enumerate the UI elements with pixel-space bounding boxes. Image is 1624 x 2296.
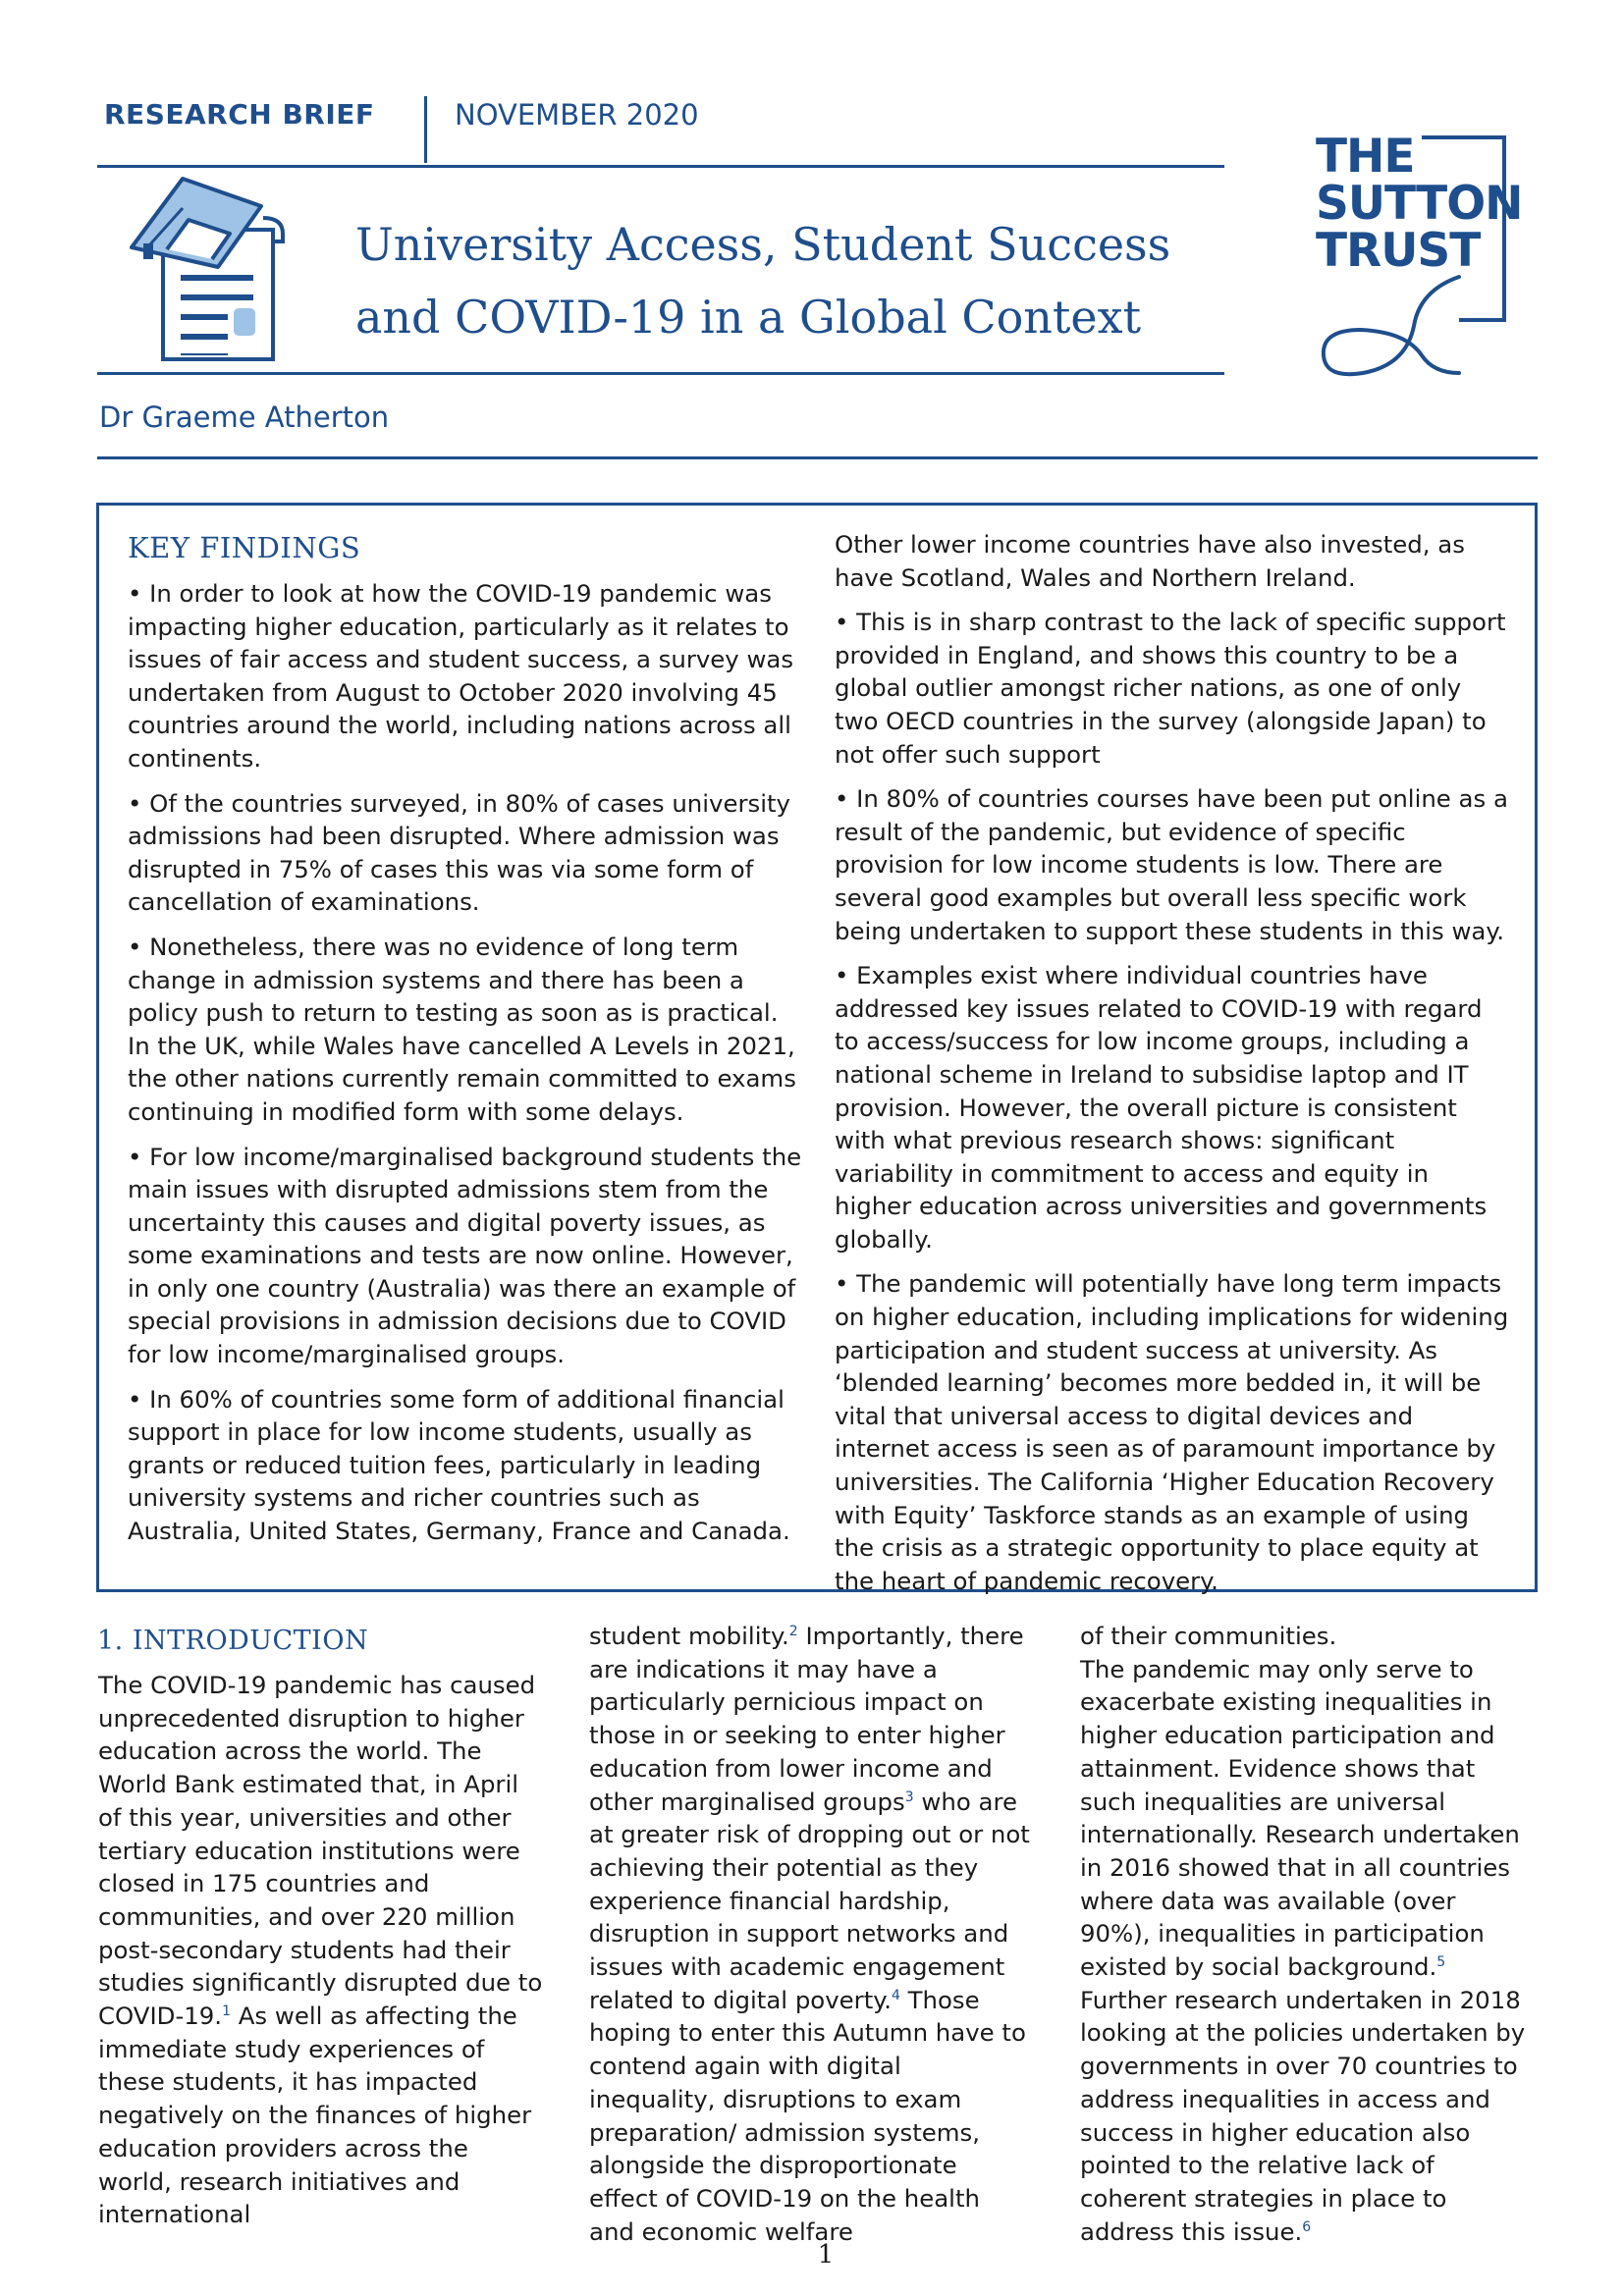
document-with-graduation-cap-icon xyxy=(124,173,300,365)
intro-paragraph xyxy=(589,1620,1031,2248)
finding-paragraph: • Examples exist where individual countries have addressed key issues related to COVID-19 with regard to access/success for low income groups, including a national scheme in Ireland to subsidise laptop and IT provision. However, the overall picture is consistent with what previous research shows: significant variability in commitment to access and equity in higher education across universities and governments globally. xyxy=(835,961,1488,1254)
logo-word-the: THE xyxy=(1316,130,1415,184)
intro-column-1 xyxy=(98,1669,545,2231)
intro-text: Further research undertaken in 2018 looking at the policies undertaken by governments in over 70 countries to address inequalities in access and success in higher education also pointed to the relative lack of coherent strategies in place to address this issue. xyxy=(1080,1985,1526,2246)
author-name: Dr Graeme Atherton xyxy=(99,400,390,434)
footnote-ref-2[interactable]: 2 xyxy=(788,1623,798,1639)
finding-paragraph: Other lower income countries have also invested, as have Scotland, Wales and Northern Ireland. xyxy=(835,530,1465,592)
key-findings-heading: KEY FINDINGS xyxy=(128,531,361,564)
intro-paragraph: of their communities. xyxy=(1080,1622,1337,1650)
introduction-heading: 1. INTRODUCTION xyxy=(97,1626,369,1656)
header-bottom-rule xyxy=(97,372,1224,375)
finding-paragraph: • In order to look at how the COVID-19 pandemic was impacting higher education, particularly as it relates to issues of fair access and student success, a survey was undertaken from August to October 2020 involving 45 countries around the world, including nations across all continents. xyxy=(128,579,794,773)
title-line-2: and COVID-19 in a Global Context xyxy=(355,291,1142,344)
finding-paragraph: • In 80% of countries courses have been put online as a result of the pandemic, but evidence of specific provision for low income students is low. There are several good examples but overall less specific work being undertaken to support these students in this way. xyxy=(835,784,1508,945)
key-findings-left-column xyxy=(128,577,805,1560)
intro-column-2 xyxy=(589,1620,1031,2248)
footnote-ref-4[interactable]: 4 xyxy=(891,1987,900,2003)
footnote-ref-1[interactable]: 1 xyxy=(222,2002,231,2019)
logo-word-trust: TRUST xyxy=(1316,224,1481,278)
finding-paragraph: • Of the countries surveyed, in 80% of cases university admissions had been disrupted. Where admission was disrupted in 75% of cases this was via some form of cancellation of examinations. xyxy=(128,788,790,917)
finding-paragraph: • Nonetheless, there was no evidence of long term change in admission systems and there has been a policy push to return to testing as soon as is practical. In the UK, while Wales have cancelled A Levels in 2021, the other nations currently remain committed to exams continuing in modified form with some delays. xyxy=(128,932,796,1126)
intro-paragraph xyxy=(1080,1653,1532,2249)
intro-text: who are at greater risk of dropping out or not achieving their potential as they experience financial hardship, disruption in support networks and issues with academic engagement related to digital poverty. xyxy=(589,1787,1030,2014)
intro-text: Importantly, there are indications it may have a particularly pernicious impact on those in or seeking to enter higher education from lower income and other marginalised groups xyxy=(589,1622,1024,1816)
intro-text: As well as affecting the immediate study experiences of these students, it has impacted negatively on the finances of higher education providers across the world, research initiatives and international xyxy=(98,2002,532,2229)
title-line-1: University Access, Student Success xyxy=(355,218,1171,271)
finding-paragraph: • In 60% of countries some form of additional financial support in place for low income students, usually as grants or reduced tuition fees, particularly in leading university systems and richer countries such as Australia, United States, Germany, France and Canada. xyxy=(128,1384,790,1546)
intro-text: Those hoping to enter this Autumn have to contend again with digital inequality, disruptions to exam preparation/ admission systems, alongside the disproportionate effect of COVID-19 on the health and economic welfare xyxy=(589,1985,1026,2246)
page-number: 1 xyxy=(817,2240,835,2269)
author-rule xyxy=(97,456,1538,459)
footnote-ref-3[interactable]: 3 xyxy=(904,1789,914,1805)
footnote-ref-6[interactable]: 6 xyxy=(1302,2218,1312,2235)
brief-date: NOVEMBER 2020 xyxy=(455,98,699,132)
intro-text: The COVID-19 pandemic has caused unprecedented disruption to higher education across the world. The World Bank estimated that, in April of this year, universities and other tertiary education institutions were closed in 175 countries and communities, and over 220 million post-secondary students had their studies significantly disrupted due to COVID-19. xyxy=(98,1671,543,2031)
intro-column-3 xyxy=(1080,1620,1532,2248)
brief-type-label: RESEARCH BRIEF xyxy=(104,98,375,131)
footnote-ref-5[interactable]: 5 xyxy=(1436,1953,1446,1970)
intro-text: student mobility. xyxy=(589,1622,789,1650)
sutton-trust-logo xyxy=(1312,130,1523,383)
document-title xyxy=(355,208,1239,353)
key-findings-right-column xyxy=(835,528,1512,1609)
header-divider xyxy=(424,96,427,163)
intro-text: The pandemic may only serve to exacerbate existing inequalities in higher education participation and attainment. Evidence shows that such inequalities are universal internationally. Research undertaken in 2016 showed that in all countries where data was available (over 90%), inequalities in participation existed by social background. xyxy=(1080,1654,1520,1982)
finding-paragraph: • For low income/marginalised background students the main issues with disrupted admissions stem from the uncertainty this causes and digital poverty issues, as some examinations and tests are now online. However, in only one country (Australia) was there an example of special provisions in admission decisions due to COVID for low income/marginalised groups. xyxy=(128,1142,802,1369)
logo-word-sutton: SUTTON xyxy=(1316,177,1523,231)
finding-paragraph: • The pandemic will potentially have long term impacts on higher education, including implications for widening participation and student success at university. As ‘blended learning’ becomes more bedded in, it will be vital that universal access to digital devices and internet access is seen as of paramount importance by universities. The California ‘Higher Education Recovery with Equity’ Taskforce stands as an example of using the crisis as a strategic opportunity to place equity at the heart of pandemic recovery. xyxy=(835,1269,1509,1595)
intro-paragraph xyxy=(98,1669,545,2231)
finding-paragraph: • This is in sharp contrast to the lack of specific support provided in England, and shows this country to be a global outlier amongst richer nations, as one of only two OECD countries in the survey (alongside Japan) to not offer such support xyxy=(835,608,1506,769)
header-top-rule xyxy=(97,165,1224,168)
